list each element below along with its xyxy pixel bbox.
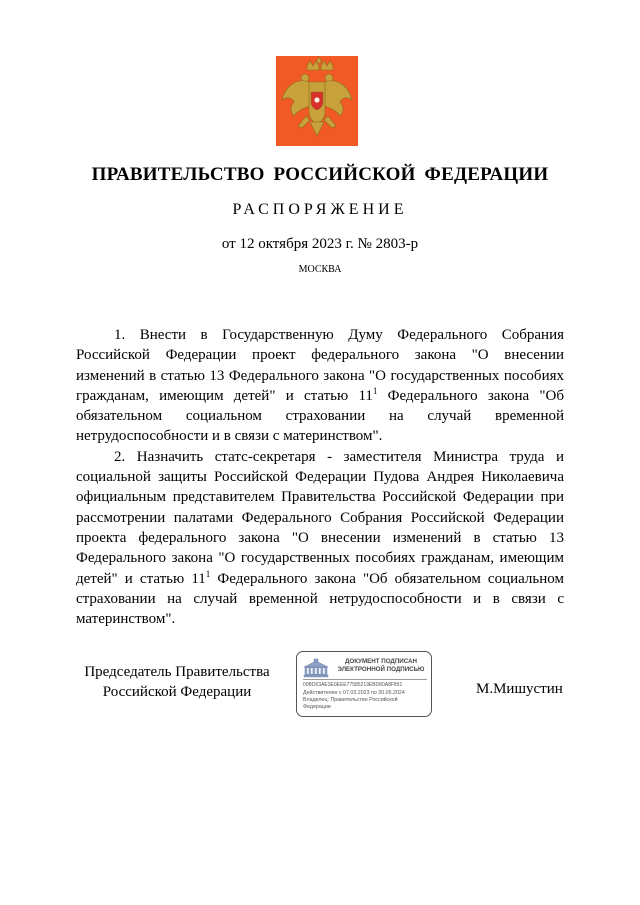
document-body <box>76 325 564 629</box>
paragraph-item-2: 2. Назначить статс-секретаря - заместителя Министра труда и социальной защиты Российской Федерации Пудова Андрея Николаевича официальным представителем Правительства Российской Федерации при рассмотрении палатами Федерального Собрания Российской Федерации проекта федерального закона "О внесении изменений в статью 13 Федерального закона "О государственных пособиях гражданам, имеющим детей" и статью $11^1$ Федерального закона "Об обязательном социальном страховании на случай временной нетрудоспособности и в связи с материнством". <box>76 448 564 628</box>
document-type: РАСПОРЯЖЕНИЕ <box>232 201 408 218</box>
coat-of-arms-icon <box>276 56 358 146</box>
document-date-number: от 12 октября 2023 г. № 2803-р <box>221 236 419 252</box>
paragraph-item-1: 1. Внести в Государственную Думу Федерального Собрания Российской Федерации проект федерального закона "О внесении изменений в статью 13 Федерального закона "О государственных пособиях гражданам, имеющим детей" и статью $11^1$ Федерального закона "Об обязательном социальном страховании на случай временной нетрудоспособности и в связи с материнством". <box>76 327 564 445</box>
signatory-position: Председатель Правительства Российской Федерации <box>84 664 270 700</box>
electronic-signature-stamp <box>296 651 432 717</box>
stamp-divider <box>303 679 427 680</box>
stamp-validity: Действителен с 07.03.2023 по 30.05.2024 <box>303 690 405 696</box>
government-building-icon <box>303 658 329 678</box>
stamp-certificate: 00BD63AE3E0EEE77585219EBD80A8F891 <box>303 682 403 688</box>
document-city: МОСКВА <box>298 264 342 275</box>
stamp-owner: Владелец: Правительство Российской Федерации <box>303 697 398 710</box>
government-title: ПРАВИТЕЛЬСТВО РОССИЙСКОЙ ФЕДЕРАЦИИ <box>91 164 549 185</box>
stamp-title: ДОКУМЕНТ ПОДПИСАН ЭЛЕКТРОННОЙ ПОДПИСЬЮ <box>337 658 425 673</box>
signatory-name: М.Мишустин <box>476 681 563 697</box>
